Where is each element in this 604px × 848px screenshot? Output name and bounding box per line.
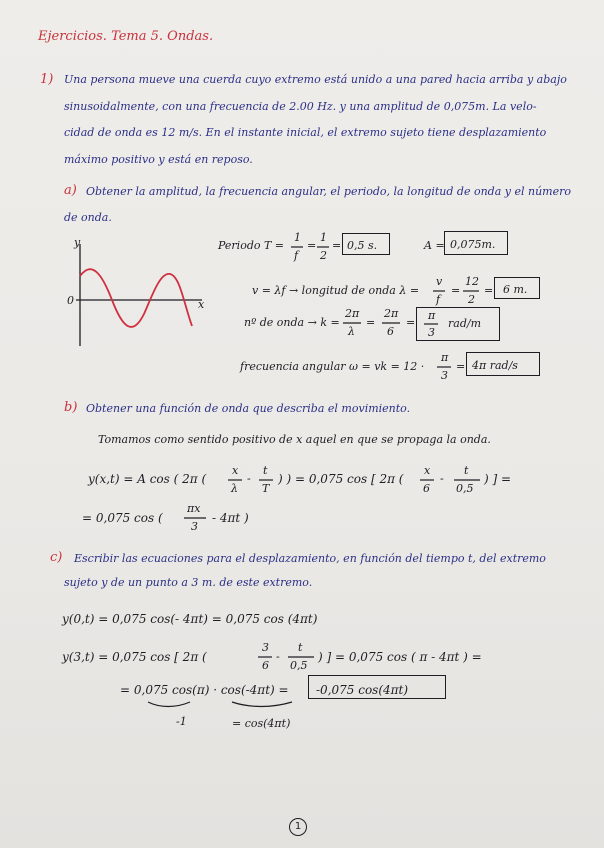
frecuencia-prefix: frecuencia angular ω = vk = 12 · xyxy=(240,360,425,373)
part-b-eq2-num: πx xyxy=(187,502,201,515)
part-c-eq2-b-den: 0,5 xyxy=(290,659,308,672)
longitud-frac1-num: v xyxy=(436,275,443,288)
longitud-prefix: v = λf → longitud de onda λ = xyxy=(252,284,420,297)
part-c-line-1: Escribir las ecuaciones para el desplazamiento, en función del tiempo t, del extremo xyxy=(74,552,546,565)
page-number: 1 xyxy=(289,818,307,836)
longitud-result: 6 m. xyxy=(503,283,528,296)
problem-line-4: máximo positivo y está en reposo. xyxy=(64,153,253,166)
graph-x-label: x xyxy=(198,298,205,311)
part-c-eq1: y(0,t) = 0,075 cos(- 4πt) = 0,075 cos (4πt) xyxy=(62,612,318,626)
part-a-line-1: Obtener la amplitud, la frecuencia angular, el periodo, la longitud de onda y el número xyxy=(86,185,571,198)
problem-number: 1) xyxy=(40,72,54,87)
longitud-eq: = xyxy=(451,284,461,297)
part-c-eq3-lhs: = 0,075 cos(π) · cos(-4πt) = xyxy=(120,683,289,697)
longitud-frac2-den: 2 xyxy=(468,293,475,306)
part-b-eq1-minus2: - xyxy=(440,472,444,485)
longitud-eq2: = xyxy=(484,284,494,297)
part-c-eq2-minus: - xyxy=(276,650,280,663)
part-b-eq1-c-num: x xyxy=(424,464,431,477)
part-b-eq1-lhs: y(x,t) = A cos ( 2π ( xyxy=(88,472,207,486)
numero-frac2-den: 6 xyxy=(387,325,394,338)
part-b-eq1-minus: - xyxy=(247,472,251,485)
numero-eq: = xyxy=(366,316,376,329)
part-b-eq1-c-den: 6 xyxy=(423,482,430,495)
part-c-line-2: sujeto y de un punto a 3 m. de este extremo. xyxy=(64,576,313,589)
problem-line-2: sinusoidalmente, con una frecuencia de 2.00 Hz. y una amplitud de 0,075m. La velo- xyxy=(64,100,537,113)
frecuencia-frac-num: π xyxy=(441,351,449,364)
periodo-frac2-den: 2 xyxy=(320,249,327,262)
problem-line-3: cidad de onda es 12 m/s. En el instante inicial, el extremo sujeto tiene desplazamiento xyxy=(64,126,547,139)
numero-prefix: nº de onda → k = xyxy=(244,316,340,329)
graph-origin-label: 0 xyxy=(67,294,74,307)
numero-frac1-den: λ xyxy=(348,325,355,338)
frecuencia-result: 4π rad/s xyxy=(472,359,518,372)
part-b-eq1-mid: ) ) = 0,075 cos [ 2π ( xyxy=(278,472,404,486)
part-b-eq1-a-den: λ xyxy=(231,482,238,495)
part-b-eq2-den: 3 xyxy=(191,520,198,533)
problem-line-1: Una persona mueve una cuerda cuyo extremo está unido a una pared hacia arriba y abajo xyxy=(64,73,567,86)
part-b-eq1-a-num: x xyxy=(232,464,239,477)
part-c-label: c) xyxy=(50,550,63,565)
part-c-eq2-a-num: 3 xyxy=(262,641,269,654)
frecuencia-eq: = xyxy=(456,360,466,373)
part-b-eq2-rest: - 4πt ) xyxy=(212,511,249,525)
graph-y-label: y xyxy=(74,236,81,249)
numero-result-num: π xyxy=(428,309,436,322)
longitud-frac2-num: 12 xyxy=(465,275,479,288)
part-b-eq1-end: ) ] = xyxy=(484,472,512,486)
periodo-eq: = xyxy=(307,239,317,252)
amplitud-result: 0,075m. xyxy=(450,238,496,251)
longitud-frac1-den: f xyxy=(436,293,441,306)
part-b-label: b) xyxy=(64,400,78,415)
periodo-frac1-num: 1 xyxy=(294,231,301,244)
part-b-note: Tomamos como sentido positivo de x aquel en que se propaga la onda. xyxy=(98,433,491,446)
numero-eq2: = xyxy=(406,316,416,329)
part-b-eq1-b-num: t xyxy=(263,464,268,477)
periodo-prefix: Periodo T = xyxy=(218,239,285,252)
part-a-label: a) xyxy=(64,183,77,198)
numero-result-unit: rad/m xyxy=(448,317,481,330)
page-header: Ejercicios. Tema 5. Ondas. xyxy=(38,29,214,44)
sine-graph xyxy=(62,234,212,354)
numero-result-den: 3 xyxy=(428,326,435,339)
part-b-eq2-lhs: = 0,075 cos ( xyxy=(82,511,163,525)
frecuencia-frac-den: 3 xyxy=(441,369,448,382)
periodo-frac2-num: 1 xyxy=(320,231,327,244)
part-c-eq2-a-den: 6 xyxy=(262,659,269,672)
part-a-line-2: de onda. xyxy=(64,211,112,224)
numero-frac2-num: 2π xyxy=(384,307,399,320)
part-b-eq1-b-den: T xyxy=(262,482,270,495)
underbrace-label-1: -1 xyxy=(176,715,187,728)
amplitud-prefix: A = xyxy=(424,239,445,252)
periodo-frac1-den: f xyxy=(294,249,299,262)
part-c-eq2-rest: ) ] = 0,075 cos ( π - 4πt ) = xyxy=(318,650,482,664)
numero-frac1-num: 2π xyxy=(345,307,360,320)
part-b-eq1-d-den: 0,5 xyxy=(456,482,474,495)
part-c-eq3-result: -0,075 cos(4πt) xyxy=(316,683,409,697)
part-c-eq2-b-num: t xyxy=(298,641,303,654)
periodo-result: 0,5 s. xyxy=(347,239,378,252)
part-c-eq2-lhs: y(3,t) = 0,075 cos [ 2π ( xyxy=(62,650,207,664)
part-b-title: Obtener una función de onda que describa el movimiento. xyxy=(86,402,411,415)
part-b-eq1-d-num: t xyxy=(464,464,469,477)
periodo-eq2: = xyxy=(332,239,342,252)
underbrace-label-2: = cos(4πt) xyxy=(232,717,291,730)
